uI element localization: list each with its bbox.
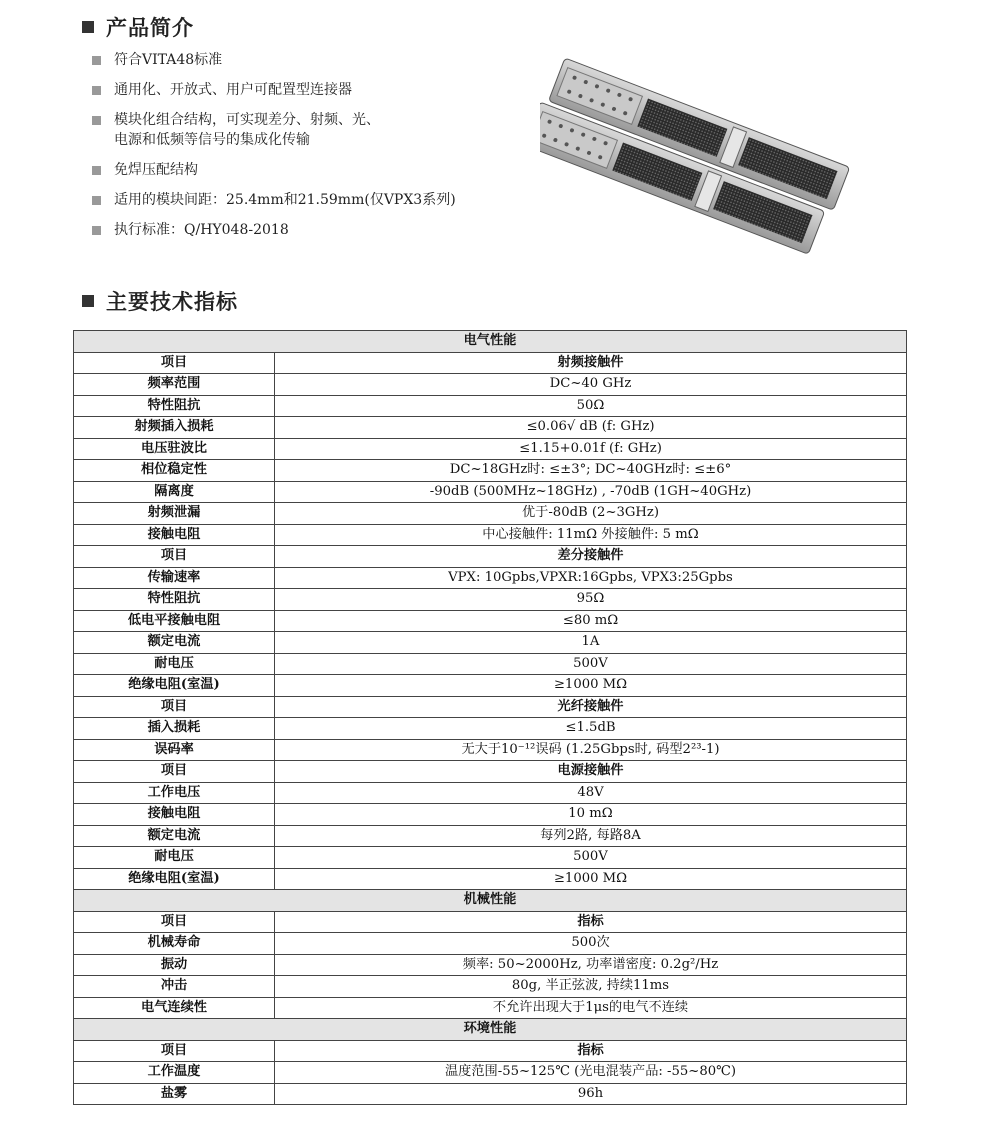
spec-item-name: 项目 bbox=[74, 352, 275, 374]
square-bullet-icon bbox=[82, 21, 94, 33]
spec-subheader-row bbox=[74, 1040, 907, 1062]
spec-item-value: VPX: 10Gpbs,VPXR:16Gpbs, VPX3:25Gpbs bbox=[275, 567, 907, 589]
spec-item-value: DC~40 GHz bbox=[275, 374, 907, 396]
spec-row bbox=[74, 438, 907, 460]
spec-item-value: 1A bbox=[275, 632, 907, 654]
spec-item-name: 电气连续性 bbox=[74, 997, 275, 1019]
spec-item-value: 光纤接触件 bbox=[275, 696, 907, 718]
spec-item-value: 80g, 半正弦波, 持续11ms bbox=[275, 976, 907, 998]
intro-item: 免焊压配结构 bbox=[92, 160, 456, 180]
spec-item-name: 接触电阻 bbox=[74, 804, 275, 826]
intro-item: 模块化组合结构，可实现差分、射频、光、 电源和低频等信号的集成化传输 bbox=[92, 110, 456, 150]
intro-section-title: 产品简介 bbox=[82, 12, 194, 42]
spec-row bbox=[74, 610, 907, 632]
spec-subheader-row bbox=[74, 352, 907, 374]
spec-item-name: 耐电压 bbox=[74, 847, 275, 869]
spec-item-value: 10 mΩ bbox=[275, 804, 907, 826]
spec-table bbox=[73, 330, 907, 1105]
spec-item-value: ≤1.15+0.01f (f: GHz) bbox=[275, 438, 907, 460]
bullet-icon bbox=[92, 116, 101, 125]
spec-item-name: 额定电流 bbox=[74, 825, 275, 847]
spec-row bbox=[74, 417, 907, 439]
bullet-icon bbox=[92, 86, 101, 95]
spec-item-name: 项目 bbox=[74, 696, 275, 718]
spec-row bbox=[74, 503, 907, 525]
spec-item-name: 工作电压 bbox=[74, 782, 275, 804]
spec-row bbox=[74, 804, 907, 826]
spec-item-value: 不允许出现大于1μs的电气不连续 bbox=[275, 997, 907, 1019]
spec-row bbox=[74, 675, 907, 697]
spec-item-value: 差分接触件 bbox=[275, 546, 907, 568]
bullet-icon bbox=[92, 166, 101, 175]
spec-item-name: 频率范围 bbox=[74, 374, 275, 396]
spec-item-name: 耐电压 bbox=[74, 653, 275, 675]
spec-item-value: 指标 bbox=[275, 911, 907, 933]
spec-item-value: 中心接触件: 11mΩ 外接触件: 5 mΩ bbox=[275, 524, 907, 546]
spec-row bbox=[74, 632, 907, 654]
spec-item-name: 项目 bbox=[74, 911, 275, 933]
spec-item-value: ≥1000 MΩ bbox=[275, 675, 907, 697]
spec-subheader-row bbox=[74, 761, 907, 783]
spec-item-value: 500V bbox=[275, 847, 907, 869]
spec-row bbox=[74, 524, 907, 546]
spec-item-name: 特性阻抗 bbox=[74, 589, 275, 611]
bullet-icon bbox=[92, 226, 101, 235]
spec-row bbox=[74, 954, 907, 976]
spec-item-value: -90dB (500MHz~18GHz) , -70dB (1GH~40GHz) bbox=[275, 481, 907, 503]
spec-item-value: 500V bbox=[275, 653, 907, 675]
spec-item-name: 项目 bbox=[74, 1040, 275, 1062]
intro-item: 符合VITA48标准 bbox=[92, 50, 456, 70]
spec-item-value: 温度范围-55~125℃ (光电混装产品: -55~80℃) bbox=[275, 1062, 907, 1084]
spec-row bbox=[74, 567, 907, 589]
spec-row bbox=[74, 653, 907, 675]
spec-row bbox=[74, 825, 907, 847]
spec-item-name: 盐雾 bbox=[74, 1083, 275, 1105]
spec-row bbox=[74, 868, 907, 890]
spec-item-name: 绝缘电阻(室温) bbox=[74, 868, 275, 890]
spec-item-name: 隔离度 bbox=[74, 481, 275, 503]
spec-item-name: 振动 bbox=[74, 954, 275, 976]
spec-item-name: 相位稳定性 bbox=[74, 460, 275, 482]
spec-row bbox=[74, 1083, 907, 1105]
spec-item-name: 绝缘电阻(室温) bbox=[74, 675, 275, 697]
spec-row bbox=[74, 782, 907, 804]
spec-group-header bbox=[74, 890, 907, 912]
spec-item-value: 95Ω bbox=[275, 589, 907, 611]
spec-subheader-row bbox=[74, 696, 907, 718]
spec-item-value: 射频接触件 bbox=[275, 352, 907, 374]
spec-row bbox=[74, 997, 907, 1019]
spec-item-name: 冲击 bbox=[74, 976, 275, 998]
spec-row bbox=[74, 589, 907, 611]
spec-row bbox=[74, 718, 907, 740]
spec-item-value: 50Ω bbox=[275, 395, 907, 417]
spec-item-value: 500次 bbox=[275, 933, 907, 955]
spec-item-value: ≤80 mΩ bbox=[275, 610, 907, 632]
spec-item-value: 48V bbox=[275, 782, 907, 804]
spec-item-name: 插入损耗 bbox=[74, 718, 275, 740]
group-title: 环境性能 bbox=[74, 1019, 907, 1041]
connector-product-image bbox=[540, 40, 870, 280]
spec-item-value: ≥1000 MΩ bbox=[275, 868, 907, 890]
bullet-icon bbox=[92, 196, 101, 205]
spec-item-name: 项目 bbox=[74, 761, 275, 783]
spec-item-value: 无大于10⁻¹²误码 (1.25Gbps时, 码型2²³-1) bbox=[275, 739, 907, 761]
group-title: 电气性能 bbox=[74, 331, 907, 353]
spec-row bbox=[74, 739, 907, 761]
spec-row bbox=[74, 933, 907, 955]
spec-row bbox=[74, 481, 907, 503]
square-bullet-icon bbox=[82, 295, 94, 307]
spec-item-name: 工作温度 bbox=[74, 1062, 275, 1084]
spec-item-name: 项目 bbox=[74, 546, 275, 568]
spec-item-value: 频率: 50~2000Hz, 功率谱密度: 0.2g²/Hz bbox=[275, 954, 907, 976]
spec-item-value: DC~18GHz时: ≤±3°; DC~40GHz时: ≤±6° bbox=[275, 460, 907, 482]
spec-item-value: 优于-80dB (2~3GHz) bbox=[275, 503, 907, 525]
group-title: 机械性能 bbox=[74, 890, 907, 912]
spec-item-name: 特性阻抗 bbox=[74, 395, 275, 417]
intro-feature-list bbox=[92, 50, 456, 250]
spec-section-title: 主要技术指标 bbox=[82, 286, 238, 316]
spec-item-value: 96h bbox=[275, 1083, 907, 1105]
spec-item-name: 低电平接触电阻 bbox=[74, 610, 275, 632]
spec-item-name: 误码率 bbox=[74, 739, 275, 761]
spec-item-value: 电源接触件 bbox=[275, 761, 907, 783]
spec-item-name: 额定电流 bbox=[74, 632, 275, 654]
spec-item-value: 指标 bbox=[275, 1040, 907, 1062]
intro-item: 适用的模块间距：25.4mm和21.59mm(仅VPX3系列) bbox=[92, 190, 456, 210]
spec-row bbox=[74, 1062, 907, 1084]
spec-item-name: 射频泄漏 bbox=[74, 503, 275, 525]
spec-row bbox=[74, 460, 907, 482]
spec-item-name: 机械寿命 bbox=[74, 933, 275, 955]
spec-item-value: 每列2路, 每路8A bbox=[275, 825, 907, 847]
spec-item-name: 射频插入损耗 bbox=[74, 417, 275, 439]
spec-subheader-row bbox=[74, 546, 907, 568]
intro-item: 通用化、开放式、用户可配置型连接器 bbox=[92, 80, 456, 100]
intro-item: 执行标准：Q/HY048-2018 bbox=[92, 220, 456, 240]
spec-row bbox=[74, 976, 907, 998]
spec-item-name: 传输速率 bbox=[74, 567, 275, 589]
spec-row bbox=[74, 374, 907, 396]
spec-subheader-row bbox=[74, 911, 907, 933]
spec-item-value: ≤1.5dB bbox=[275, 718, 907, 740]
spec-group-header bbox=[74, 331, 907, 353]
bullet-icon bbox=[92, 56, 101, 65]
spec-item-value: ≤0.06√ dB (f: GHz) bbox=[275, 417, 907, 439]
spec-row bbox=[74, 395, 907, 417]
spec-item-name: 电压驻波比 bbox=[74, 438, 275, 460]
spec-item-name: 接触电阻 bbox=[74, 524, 275, 546]
spec-row bbox=[74, 847, 907, 869]
spec-group-header bbox=[74, 1019, 907, 1041]
